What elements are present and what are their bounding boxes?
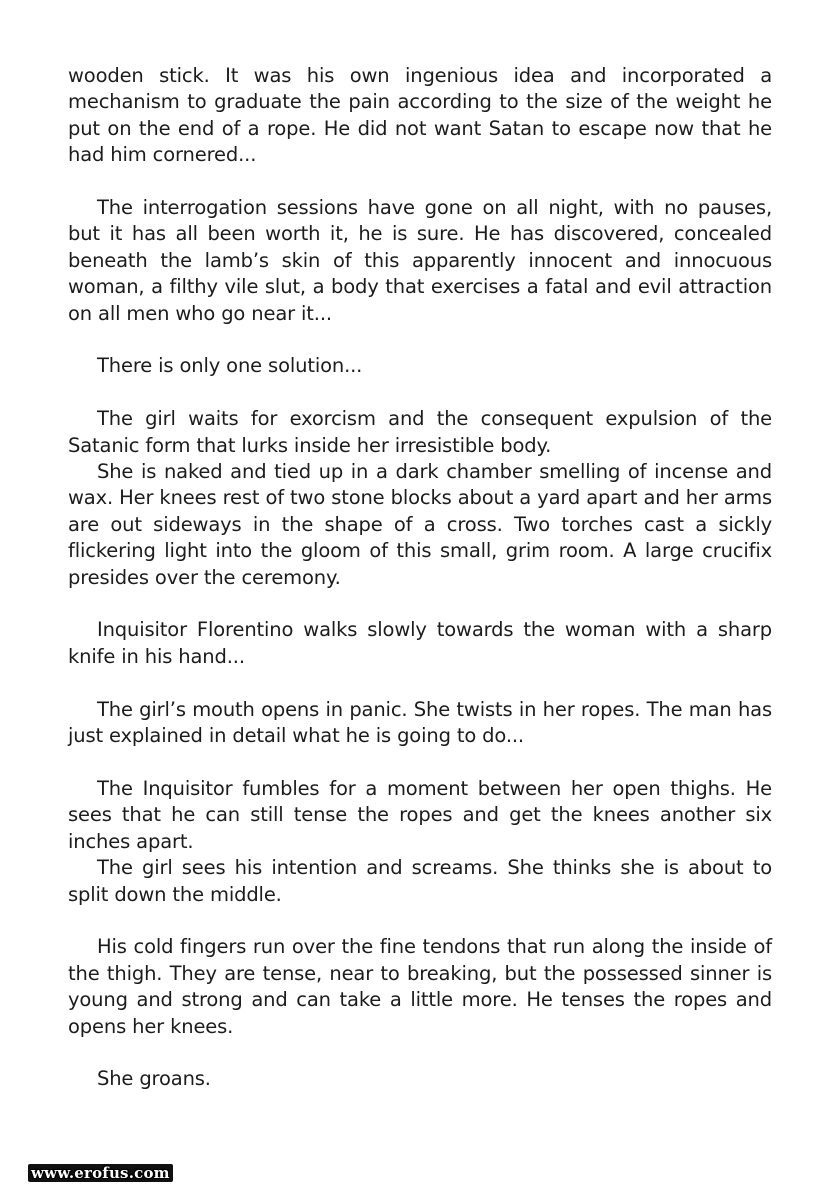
paragraph-4: The girl waits for exorcism and the consequent expulsion of the Satanic form that lurks inside her irresistible body. — [68, 407, 772, 457]
paragraph-6: Inquisitor Florentino walks slowly towards the woman with a sharp knife in his hand... — [68, 618, 772, 668]
paragraph-9: The girl sees his intention and screams. She thinks she is about to split down the middle. — [68, 856, 772, 906]
paragraph-1: wooden stick. It was his own ingenious idea and incorporated a mechanism to graduate the pain according to the size of the weight he put on the end of a rope. He did not want Satan to escape now that he had him cornered... — [68, 64, 772, 167]
site-watermark: www.erofus.com — [28, 1164, 173, 1182]
page-body — [68, 63, 772, 1093]
paragraph-11: She groans. — [97, 1067, 211, 1091]
paragraph-8: The Inquisitor fumbles for a moment between her open thighs. He sees that he can still tense the ropes and get the knees another six inches apart. — [68, 776, 772, 853]
paragraph-2: The interrogation sessions have gone on all night, with no pauses, but it has all been worth it, he is sure. He has discovered, concealed beneath the lamb’s skin of this apparently innocent and innocuous woman, a filthy vile slut, a body that exercises a fatal and evil attraction on all men who go near it... — [68, 196, 772, 325]
paragraph-5: She is naked and tied up in a dark chamber smelling of incense and wax. Her knees rest of two stone blocks about a yard apart and her arms are out sideways in the shape of a cross. Two torches cast a sickly flickering light into the gloom of this small, grim room. A large crucifix presides over the ceremony. — [68, 460, 772, 589]
paragraph-10: His cold fingers run over the fine tendons that run along the inside of the thigh. They are tense, near to breaking, but the possessed sinner is young and strong and can take a little more. He tenses the ropes and opens her knees. — [68, 935, 772, 1038]
paragraph-7: The girl’s mouth opens in panic. She twists in her ropes. The man has just explained in detail what he is going to do... — [68, 697, 772, 748]
paragraph-3: There is only one solution... — [97, 354, 363, 378]
